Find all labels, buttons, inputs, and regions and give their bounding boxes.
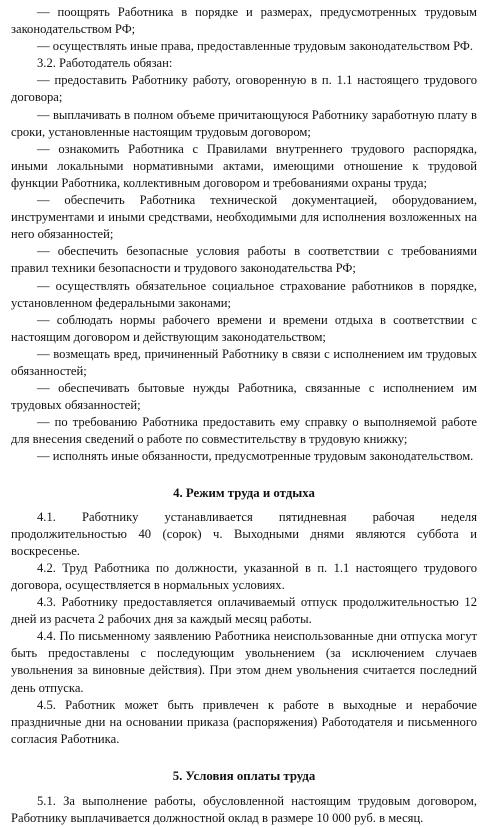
paragraph: — возмещать вред, причиненный Работнику в связи с исполнением им трудовых обязанностей; <box>11 346 477 378</box>
paragraph: — обеспечить Работника технической документацией, оборудованием, инструментами и иными средствами, необходимыми для исполнения возложенных на него обязанностей; <box>11 193 477 242</box>
paragraph: — соблюдать нормы рабочего времени и времени отдыха в соответствии с настоящим договором и действующим законодательством; <box>11 312 477 344</box>
paragraph: 4.3. Работнику предоставляется оплачиваемый отпуск продолжительностью 12 дней из расчета 2 рабочих дня за каждый месяц работы. <box>11 595 477 627</box>
paragraph: — исполнять иные обязанности, предусмотренные трудовым законодательством. <box>37 449 474 464</box>
paragraph: — обеспечивать бытовые нужды Работника, связанные с исполнением им трудовых обязанностей; <box>11 381 477 413</box>
paragraph: 4.4. По письменному заявлению Работника неиспользованные дни отпуска могут быть предоставлены с последующим увольнением (за исключением случаев увольнения за виновные действия). При этом днем увольнения считается последний день отпуска. <box>11 629 477 695</box>
paragraph: — предоставить Работнику работу, оговоренную в п. 1.1 настоящего трудового договора; <box>11 73 477 105</box>
paragraph: — по требованию Работника предоставить ему справку о выполняемой работе для внесения сведений о работе по совместительству в трудовую книжку; <box>11 415 477 447</box>
paragraph: — обеспечить безопасные условия работы в соответствии с требованиями правил техники безопасности и трудового законодательства РФ; <box>11 244 477 276</box>
paragraph: 4.1. Работнику устанавливается пятидневная рабочая неделя продолжительностью 40 (сорок) ч. Выходными днями являются суббота и воскресенье. <box>11 509 477 558</box>
paragraph: — осуществлять иные права, предоставленные трудовым законодательством РФ. <box>37 39 473 54</box>
paragraph: 4.2. Труд Работника по должности, указанной в п. 1.1 настоящего трудового договора, осуществляется в нормальных условиях. <box>11 560 477 592</box>
paragraph: — выплачивать в полном объеме причитающуюся Работнику заработную плату в сроки, установленные настоящим трудовым договором; <box>11 107 477 139</box>
section-heading: 5. Условия оплаты труда <box>172 768 316 783</box>
paragraph: — осуществлять обязательное социальное страхование работников в порядке, установленном федеральными законами; <box>11 278 477 310</box>
paragraph: 5.1. За выполнение работы, обусловленной настоящим трудовым договором, Работнику выплачивается должностной оклад в размере 10 000 руб. в месяц. <box>11 794 477 826</box>
paragraph: 4.5. Работник может быть привлечен к работе в выходные и нерабочие праздничные дни на основании приказа (распоряжения) Работодателя и письменного согласия Работника. <box>11 697 477 746</box>
section-heading: 4. Режим труда и отдыха <box>173 485 315 500</box>
paragraph: 3.2. Работодатель обязан: <box>37 56 173 71</box>
paragraph: — ознакомить Работника с Правилами внутреннего трудового распорядка, иными локальными нормативными актами, имеющими отношение к трудовой функции Работника, коллективным договором и требованиями охраны труда; <box>11 141 477 190</box>
paragraph: — поощрять Работника в порядке и размерах, предусмотренных трудовым законодательством РФ; <box>11 5 477 37</box>
